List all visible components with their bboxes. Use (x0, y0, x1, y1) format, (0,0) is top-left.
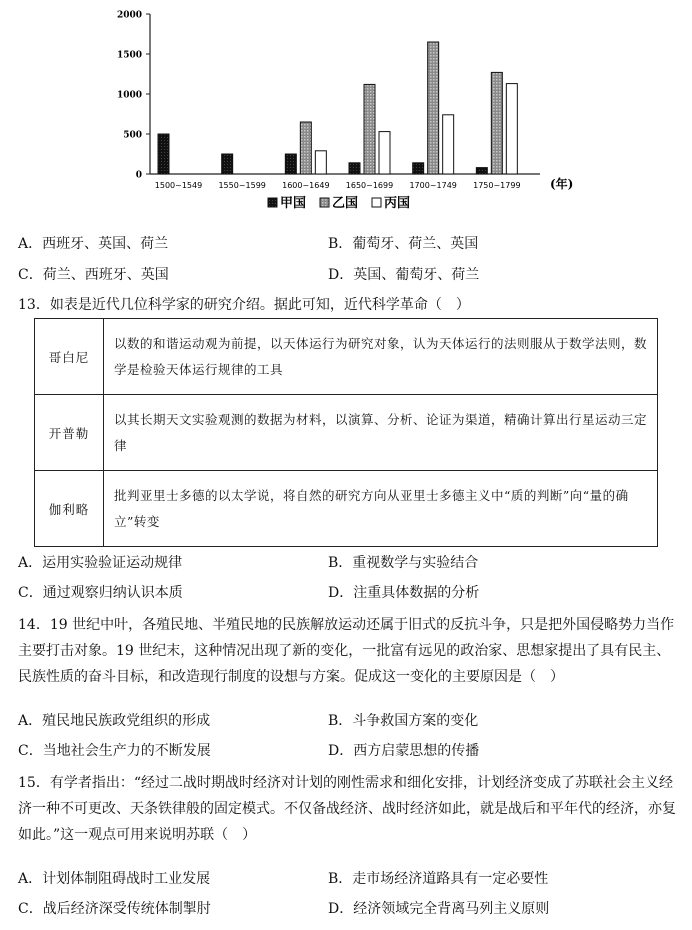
bar (428, 42, 439, 174)
q13-option-a[interactable]: A．运用实验验证运动规律 (18, 555, 183, 571)
q15-option-d[interactable]: D．经济领域完全背离马列主义原则 (328, 901, 550, 917)
q12-option-d[interactable]: D．英国、葡萄牙、荷兰 (328, 267, 480, 283)
bar (491, 72, 502, 174)
bar (443, 115, 454, 174)
bar (413, 163, 424, 174)
x-tick-label: 1500~1549 (154, 181, 203, 190)
bar (364, 84, 375, 174)
scientist-name: 开普勒 (35, 395, 104, 471)
x-tick-label: 1550~1599 (218, 181, 266, 190)
x-tick-label: 1650~1699 (345, 181, 394, 190)
chart-axes (150, 14, 540, 174)
q13-stem: 13．如表是近代几位科学家的研究介绍。据此可知，近代科学革命（ ） (18, 297, 470, 313)
scientist-desc: 批判亚里士多德的以太学说，将自然的研究方向从亚里士多德主义中“质的判断”向“量的确立”转变 (104, 471, 658, 547)
q13-option-c[interactable]: C．通过观察归纳认识本质 (18, 585, 183, 601)
legend-swatch (372, 198, 381, 207)
q14-option-d[interactable]: D．西方启蒙思想的传播 (328, 743, 480, 759)
scientist-name: 哥白尼 (35, 319, 104, 395)
bar (300, 122, 311, 174)
q15-stem: 15．有学者指出：“经过二战时期战时经济对计划的刚性需求和细化安排，计划经济变成了苏联社会主义经济一种不可更改、天条铁律般的固定模式。不仅备战经济、战时经济如此，就是战后和平年代的经济，亦复如此。”这一观点可用来说明苏联（ ） (18, 775, 676, 843)
chart-bars (158, 42, 517, 174)
x-tick-label: 1700~1749 (409, 181, 457, 190)
legend-label: 甲国 (280, 196, 307, 211)
q12-option-c[interactable]: C．荷兰、西班牙、英国 (18, 267, 169, 283)
legend-label: 乙国 (332, 196, 359, 211)
table-row (35, 319, 658, 395)
bar (379, 132, 390, 174)
y-tick-label: 1500 (116, 50, 142, 61)
x-axis-unit: (年) (550, 177, 574, 191)
table-row (35, 471, 658, 547)
y-tick-label: 0 (135, 170, 142, 181)
legend-label: 丙国 (384, 196, 411, 211)
bar (158, 134, 169, 174)
q15-option-c[interactable]: C．战后经济深受传统体制掣肘 (18, 901, 211, 917)
q15-option-b[interactable]: B．走市场经济道路具有一定必要性 (328, 871, 549, 887)
table-row (35, 395, 658, 471)
q12-option-a[interactable]: A．西班牙、英国、荷兰 (18, 236, 169, 252)
scientist-desc: 以数的和谐运动观为前提，以天体运行为研究对象，认为天体运行的法则服从于数学法则，数学是检验天体运行规律的工具 (104, 319, 658, 395)
q13-option-d[interactable]: D．注重具体数据的分析 (328, 585, 480, 601)
bar (506, 84, 517, 174)
x-tick-label: 1750~1799 (473, 181, 521, 190)
scientist-name: 伽利略 (35, 471, 104, 547)
bar (222, 154, 233, 174)
x-tick-label: 1600~1649 (282, 181, 330, 190)
bar (349, 163, 360, 174)
legend-swatch (320, 198, 329, 207)
y-tick-label: 2000 (116, 10, 142, 21)
q14-option-c[interactable]: C．当地社会生产力的不断发展 (18, 743, 211, 759)
bar (476, 168, 487, 174)
chart-legend (268, 195, 410, 211)
y-tick-label: 500 (123, 130, 142, 141)
q14-stem: 14．19 世纪中叶，各殖民地、半殖民地的民族解放运动还属于旧式的反抗斗争，只是把外国侵略势力当作主要打击对象。19 世纪末，这种情况出现了新的变化，一批富有远见的政治家、思想家提出了具有民主、民族性质的奋斗目标，和改造现行制度的设想与方案。促成这一变化的主要原因是（ ） (18, 617, 675, 685)
q14-option-b[interactable]: B．斗争救国方案的变化 (328, 713, 479, 729)
q15-option-a[interactable]: A．计划体制阻碍战时工业发展 (18, 871, 211, 887)
legend-swatch (268, 198, 277, 207)
bar (315, 151, 326, 174)
bar-chart (100, 4, 600, 222)
q13-option-b[interactable]: B．重视数学与实验结合 (328, 555, 479, 571)
q12-option-b[interactable]: B．葡萄牙、荷兰、英国 (328, 236, 479, 252)
q14-option-a[interactable]: A．殖民地民族政党组织的形成 (18, 713, 211, 729)
scientist-desc: 以其长期天文实验观测的数据为材料，以演算、分析、论证为渠道，精确计算出行星运动三定律 (104, 395, 658, 471)
y-tick-label: 1000 (116, 90, 142, 101)
chart-ticks (117, 11, 573, 192)
scientist-table (34, 318, 658, 547)
bar (285, 154, 296, 174)
